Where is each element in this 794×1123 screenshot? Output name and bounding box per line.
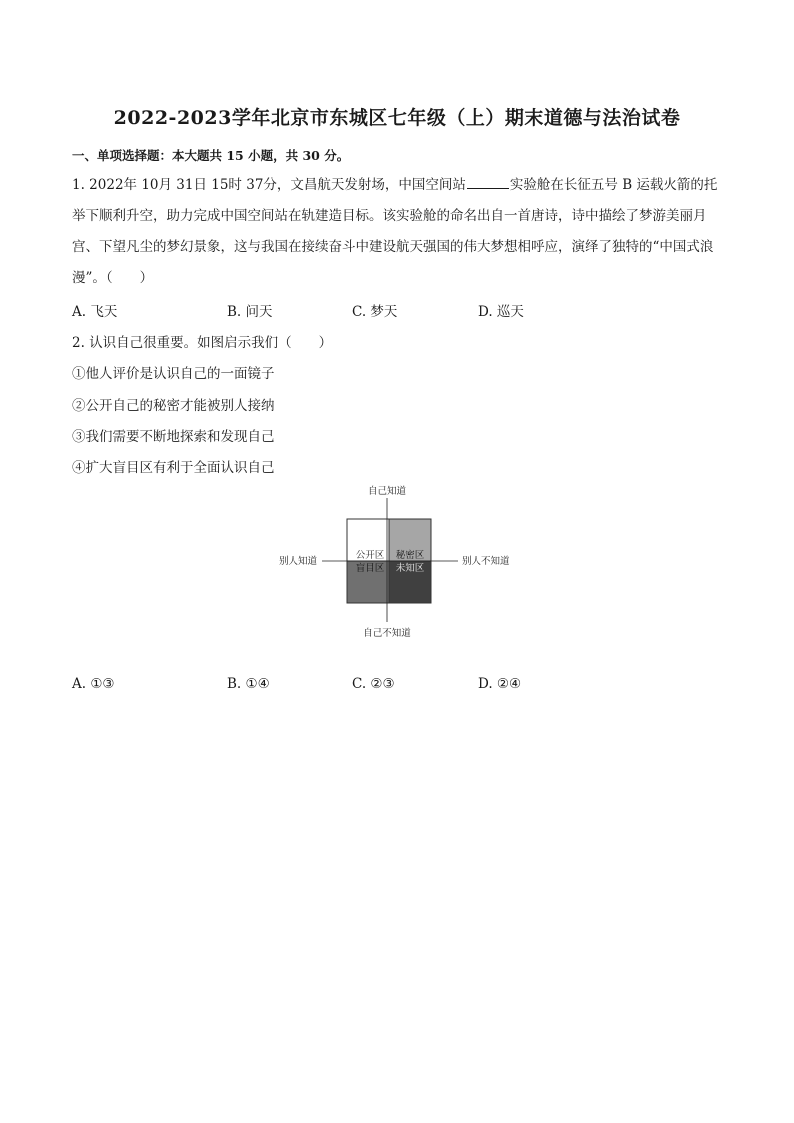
q2-statement-1: ①他人评价是认识自己的一面镜子 [72,366,275,382]
q2-option-a: A. ①③ [72,676,115,692]
q1-option-c: C. 梦天 [352,304,398,320]
section-heading: 一、单项选择题：本大题共 15 小题，共 30 分。 [72,148,350,163]
q2-statement-3: ③我们需要不断地探索和发现自己 [72,429,275,445]
question-1-text-after: 实验舱在长征五号 B 运载火箭的托举下顺利升空，助力完成中国空间站在轨建造目标。该实验舱的命名出自一首唐诗，诗中描绘了梦游美丽月宫、下望凡尘的梦幻景象，这与我国在接续奋斗中建设航天强国的伟大梦想相呼应，演绎了独特的“中国式浪漫”。（ ） [72,177,718,286]
q2-option-d: D. ②④ [478,676,522,692]
unknown-area-label: 未知区 [395,563,425,574]
q2-option-b: B. ①④ [227,676,270,692]
answer-blank [467,174,509,189]
secret-area-label: 秘密区 [395,550,425,561]
q2-statement-4: ④扩大盲目区有利于全面认识自己 [72,460,275,476]
blind-area-label: 盲目区 [355,563,385,574]
label-self-knows: 自己知道 [367,486,407,497]
q2-option-c: C. ②③ [352,676,395,692]
question-2-stem: 2. 认识自己很重要。如图启示我们（ ） [72,335,333,351]
label-others-unknown: 别人不知道 [462,556,510,567]
label-others-know: 别人知道 [279,556,318,567]
johari-window-diagram [270,482,530,642]
question-1-text [72,170,722,294]
q1-option-a: A. 飞天 [72,304,118,320]
johari-window-svg [270,482,530,642]
label-self-unknown: 自己不知道 [363,628,411,639]
open-area-label: 公开区 [355,550,385,561]
exam-title: 2022-2023学年北京市东城区七年级（上）期末道德与法治试卷 [113,107,681,129]
q2-statement-2: ②公开自己的秘密才能被别人接纳 [72,398,275,414]
q1-option-d: D. 巡天 [478,304,524,320]
question-1-text-before: 1. 2022年 10月 31日 15时 37分，文昌航天发射场，中国空间站 [72,177,466,193]
q1-option-b: B. 问天 [227,304,273,320]
